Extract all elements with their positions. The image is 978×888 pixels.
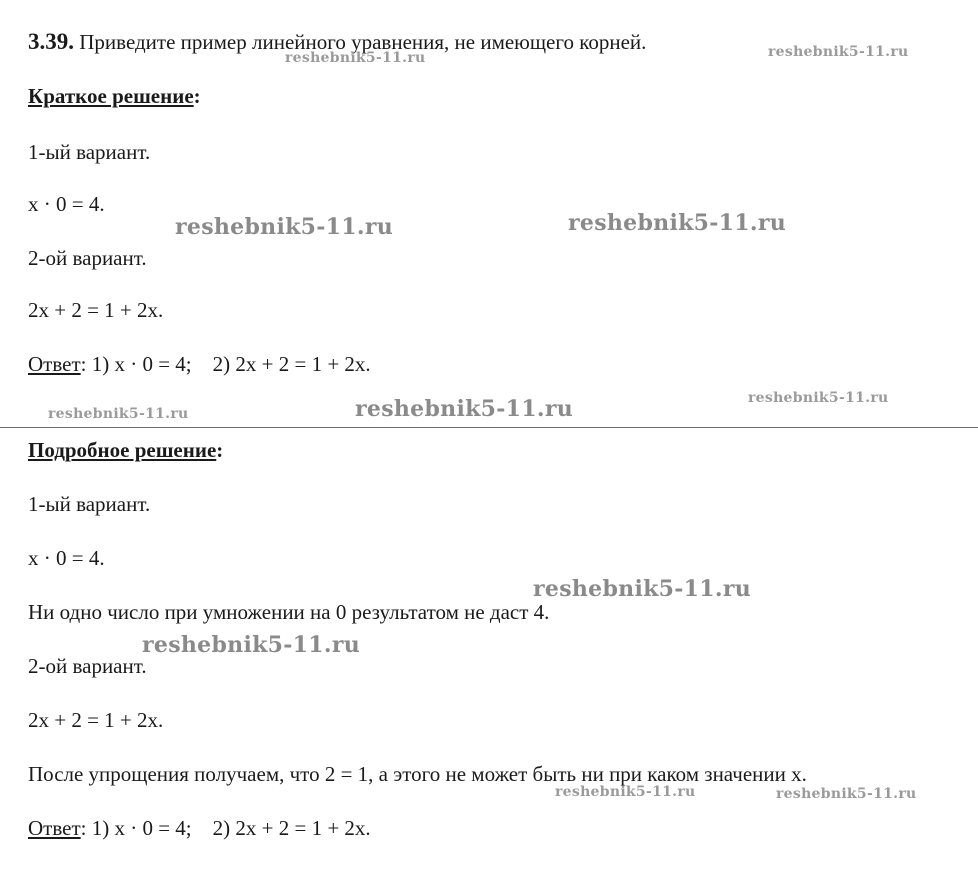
answer-label: Ответ xyxy=(28,352,81,376)
watermark: reshebnik5-11.ru xyxy=(768,44,909,60)
watermark: reshebnik5-11.ru xyxy=(748,390,889,406)
problem-number: 3.39. xyxy=(28,29,74,54)
short-variant2: 2-ой вариант. xyxy=(28,246,147,270)
detailed-equation2: 2x + 2 = 1 + 2x. xyxy=(28,708,164,732)
detailed-answer xyxy=(28,818,371,839)
watermark: reshebnik5-11.ru xyxy=(533,576,752,602)
watermark: reshebnik5-11.ru xyxy=(555,784,696,800)
detailed-equation1: x · 0 = 4. xyxy=(28,546,105,570)
answer-text: : 1) x · 0 = 4; 2) 2x + 2 = 1 + 2x. xyxy=(80,816,371,840)
answer-text: : 1) x · 0 = 4; 2) 2x + 2 = 1 + 2x. xyxy=(80,352,371,376)
short-answer xyxy=(28,354,371,375)
short-variant1: 1-ый вариант. xyxy=(28,140,151,164)
watermark: reshebnik5-11.ru xyxy=(142,632,361,658)
detailed-explanation2: После упрощения получаем, что 2 = 1, а этого не может быть ни при каком значении x. xyxy=(28,762,807,786)
detailed-solution-heading: Подробное решение: xyxy=(28,438,224,462)
detailed-explanation1: Ни одно число при умножении на 0 результатом не даст 4. xyxy=(28,600,550,624)
short-equation2: 2x + 2 = 1 + 2x. xyxy=(28,298,164,322)
watermark: reshebnik5-11.ru xyxy=(48,406,189,422)
short-equation1: x · 0 = 4. xyxy=(28,192,105,216)
detailed-variant1: 1-ый вариант. xyxy=(28,492,151,516)
watermark: reshebnik5-11.ru xyxy=(776,786,917,802)
answer-label: Ответ xyxy=(28,816,81,840)
short-solution-heading: Краткое решение: xyxy=(28,84,201,108)
watermark: reshebnik5-11.ru xyxy=(568,210,787,236)
watermark: reshebnik5-11.ru xyxy=(175,214,394,240)
problem-text: Приведите пример линейного уравнения, не имеющего корней. xyxy=(79,30,647,54)
watermark: reshebnik5-11.ru xyxy=(285,50,426,66)
section-divider xyxy=(0,427,978,428)
watermark: reshebnik5-11.ru xyxy=(355,396,574,422)
detailed-variant2: 2-ой вариант. xyxy=(28,654,147,678)
